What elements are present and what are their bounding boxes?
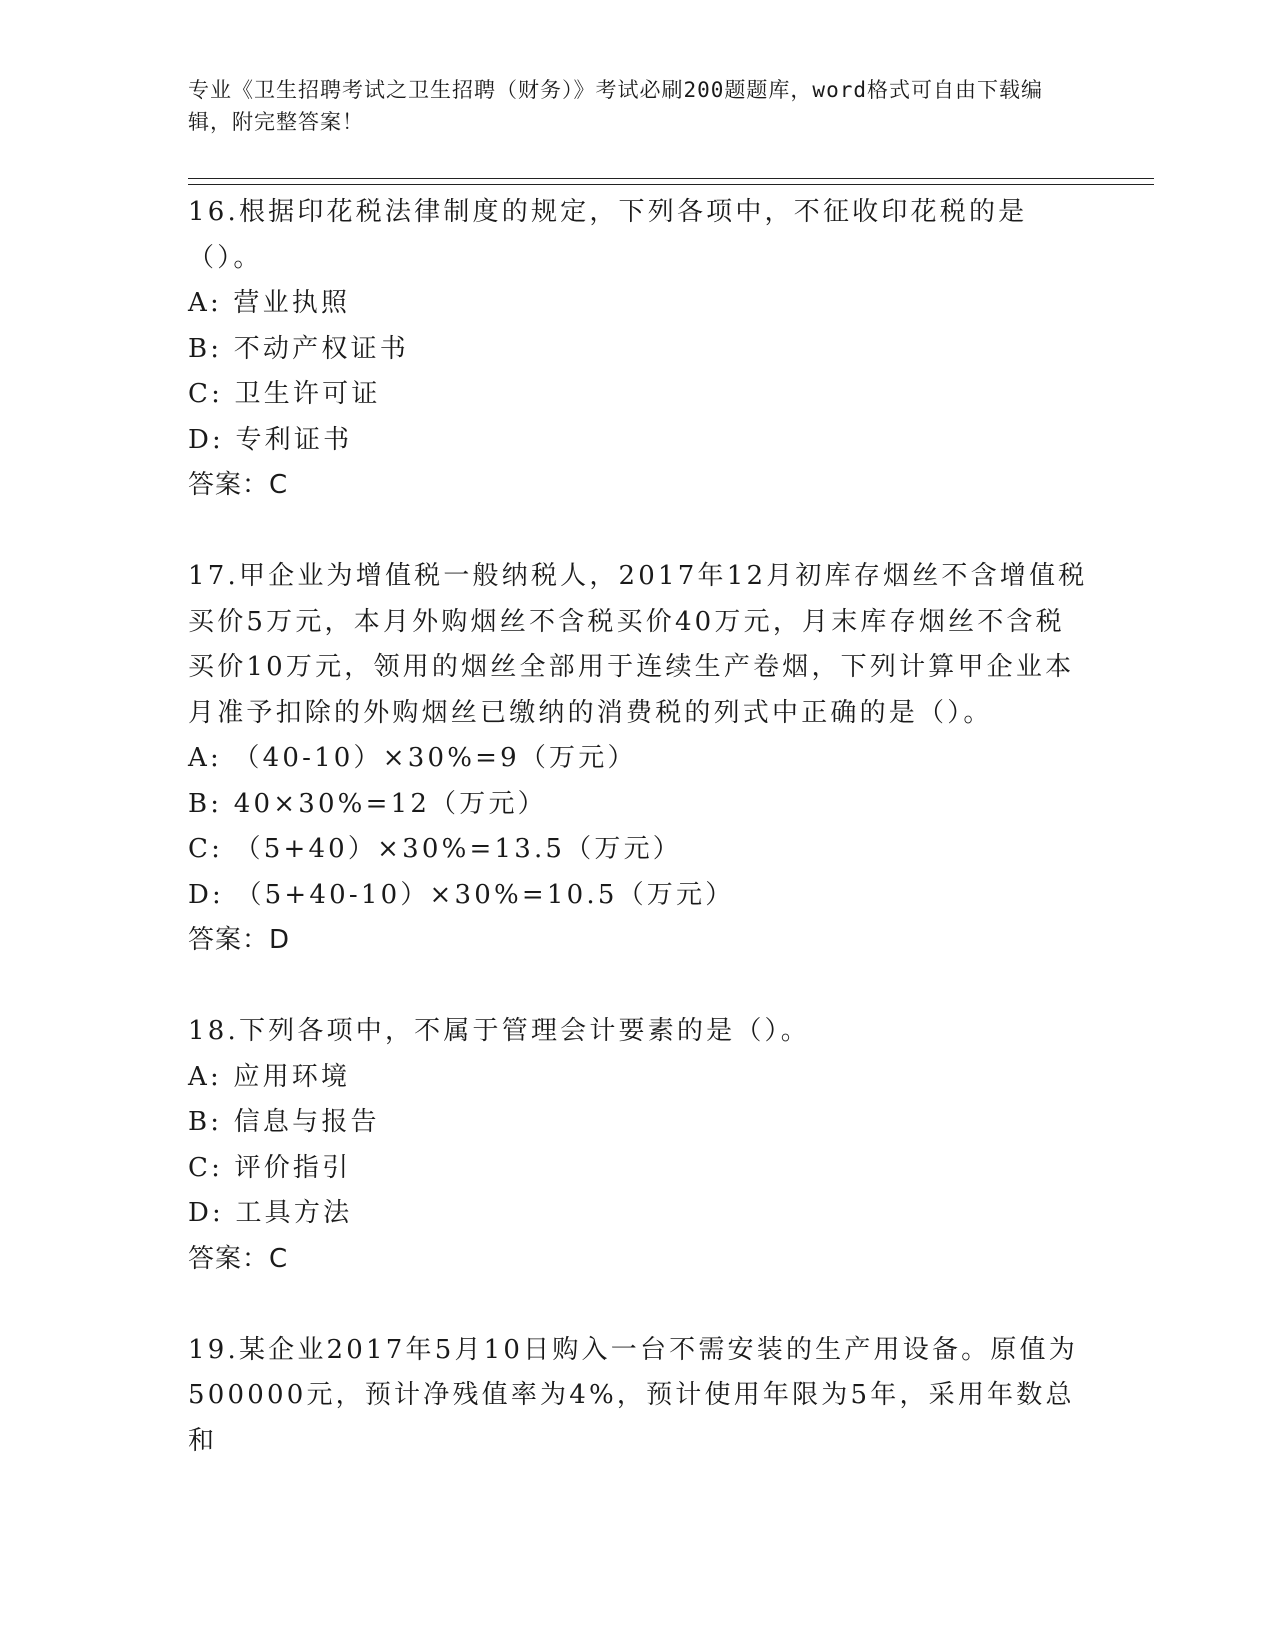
option-b: B: 40×30%=12（万元） [188, 788, 547, 819]
question-18 [188, 1009, 1088, 1282]
question-gap [188, 964, 1088, 1010]
option-c: C: （5+40）×30%=13.5（万元） [188, 834, 682, 864]
question-gap [188, 1282, 1088, 1328]
header-divider-secondary [188, 184, 1154, 185]
option-a: A: 应用环境 [188, 1061, 351, 1092]
question-list [188, 190, 1088, 1464]
question-19 [188, 1328, 1088, 1465]
header-divider [188, 178, 1154, 179]
question-stem: 17.甲企业为增值税一般纳税人，2017年12月初库存烟丝不含增值税买价5万元，本月外购烟丝不含税买价40万元，月末库存烟丝不含税买价10万元，领用的烟丝全部用于连续生产卷烟，下列计算甲企业本月准予扣除的外购烟丝已缴纳的消费税的列式中正确的是（）。 [188, 561, 1088, 728]
option-a: A: （40-10）×30%=9（万元） [188, 743, 637, 773]
option-c: C: 卫生许可证 [188, 379, 381, 409]
answer-label: 答案：C [188, 1243, 289, 1274]
option-d: D: 工具方法 [188, 1198, 353, 1228]
option-d: D: （5+40-10）×30%=10.5（万元） [188, 879, 735, 910]
question-gap [188, 509, 1088, 555]
question-stem: 16.根据印花税法律制度的规定，下列各项中，不征收印花税的是（）。 [188, 197, 1028, 273]
question-16 [188, 190, 1088, 509]
question-17 [188, 554, 1088, 964]
option-b: B: 不动产权证书 [188, 333, 409, 364]
answer-label: 答案：D [188, 925, 291, 955]
answer-label: 答案：C [188, 470, 289, 500]
document-header: 专业《卫生招聘考试之卫生招聘（财务）》考试必刷200题题库，word格式可自由下载编辑，附完整答案！ [188, 78, 1043, 134]
option-d: D: 专利证书 [188, 424, 353, 455]
question-stem: 19.某企业2017年5月10日购入一台不需安装的生产用设备。原值为500000元，预计净残值率为4%，预计使用年限为5年，采用年数总和 [188, 1334, 1078, 1456]
option-c: C: 评价指引 [188, 1152, 352, 1183]
question-stem: 18.下列各项中，不属于管理会计要素的是（）。 [188, 1016, 810, 1046]
option-a: A: 营业执照 [188, 288, 351, 318]
option-b: B: 信息与报告 [188, 1107, 380, 1137]
